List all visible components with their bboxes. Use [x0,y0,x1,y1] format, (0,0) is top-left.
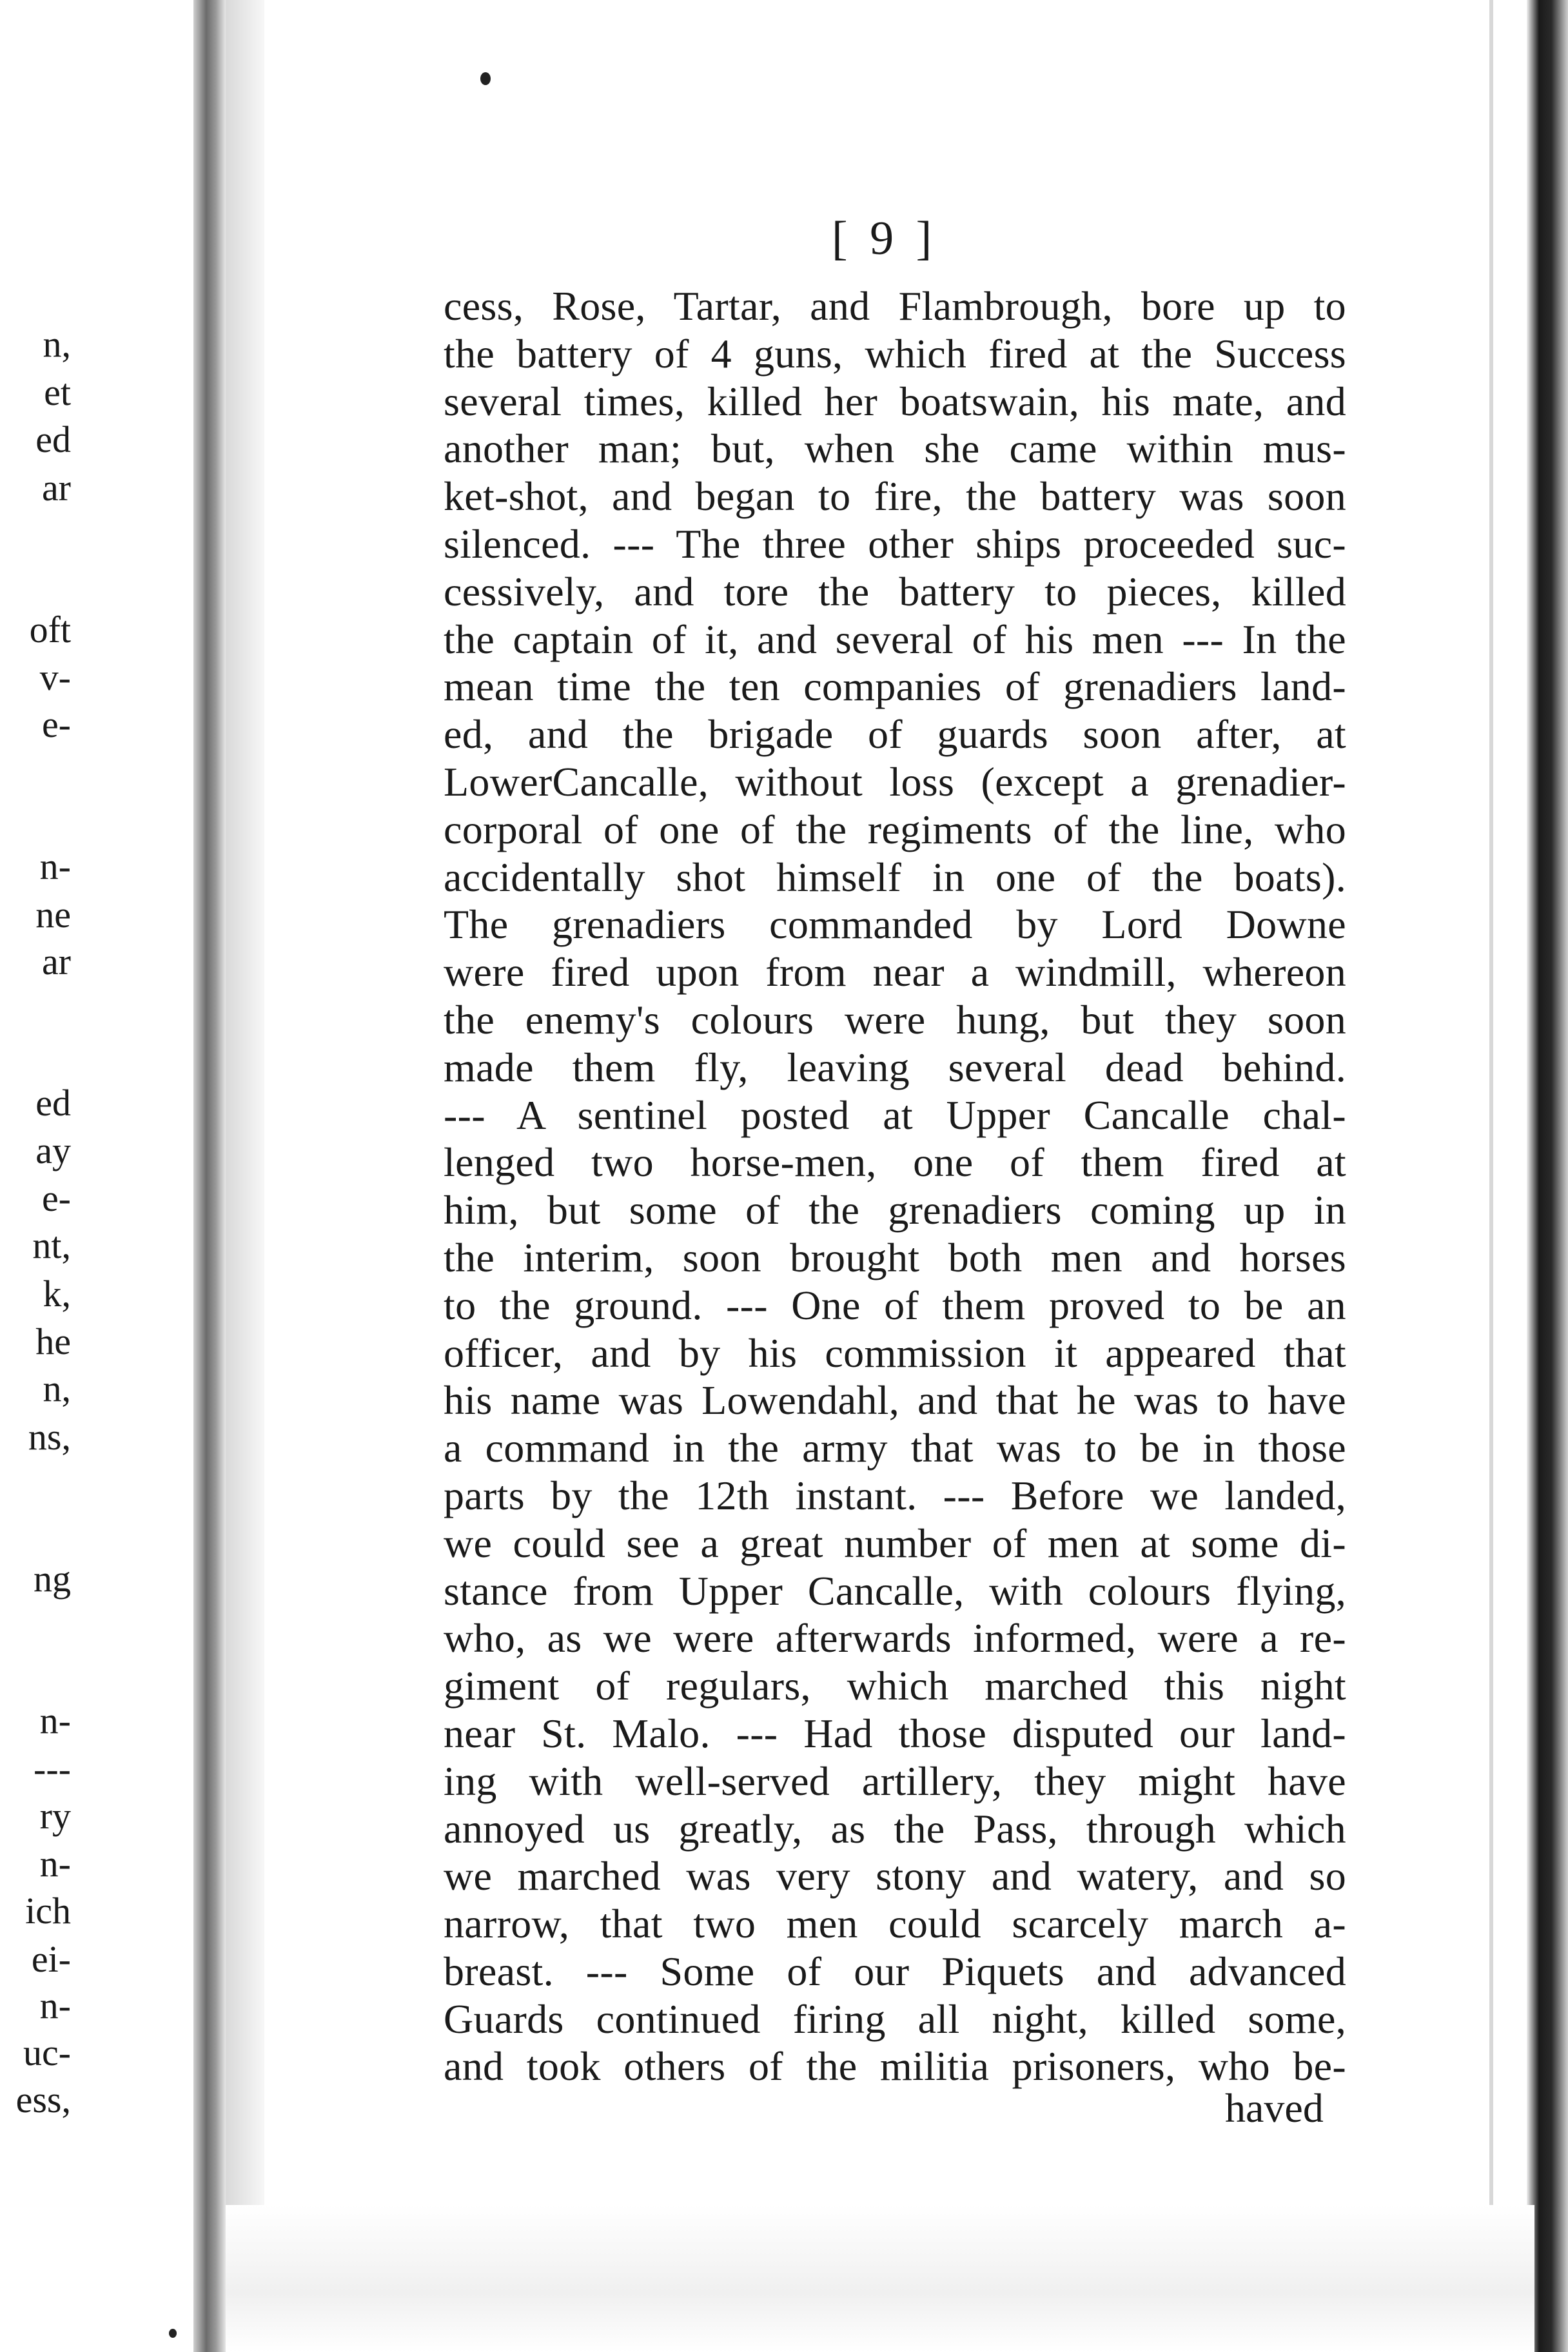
text-line: several times, killed her boatswain, his mate, and [444,378,1346,424]
text-line: Guards continued firing all night, killed some, [444,1995,1346,2042]
prev-page-line: k, [43,1273,71,1315]
text-line: narrow, that two men could scarcely march a- [444,1901,1346,1947]
prev-page-line: ess, [15,2079,71,2121]
prev-page-line: n- [39,845,71,887]
prev-page-line: oft [29,609,71,651]
text-line: LowerCancalle, without loss (except a grenadier- [444,758,1346,805]
prev-page-line: n, [43,323,71,365]
prev-page-line: ar [41,467,71,509]
page-crease [1489,0,1493,2205]
text-line: and took others of the militia prisoners, who be- [444,2043,1346,2090]
text-line: The grenadiers commanded by Lord Downe [444,901,1346,948]
prev-page-line: n, [43,1367,71,1409]
prev-page-line: et [44,371,71,413]
text-line: --- A sentinel posted at Upper Cancalle chal- [444,1092,1346,1138]
text-line: ing with well-served artillery, they might have [444,1758,1346,1804]
text-line: ket-shot, and began to fire, the battery was soon [444,473,1346,520]
prev-page-line: ns, [28,1416,71,1458]
prev-page-line: uc- [23,2032,71,2073]
text-line: cessively, and tore the battery to pieces, killed [444,568,1346,614]
text-line: parts by the 12th instant. --- Before we landed, [444,1472,1346,1518]
prev-page-line: v- [39,656,71,698]
page-bottom-margin [226,2205,1534,2352]
text-line: the enemy's colours were hung, but they soon [444,996,1346,1043]
prev-page-line: ar [41,941,71,983]
prev-page-line: ne [35,894,71,936]
text-line: lenged two horse-men, one of them fired at [444,1139,1346,1186]
text-line: the captain of it, and several of his men --- In the [444,616,1346,662]
ink-speck [480,72,491,85]
text-line: accidentally shot himself in one of the boats). [444,854,1346,900]
prev-page-line: ich [25,1890,71,1932]
text-line: the interim, soon brought both men and horses [444,1234,1346,1280]
prev-page-line: ng [34,1558,71,1600]
text-line: made them fly, leaving several dead behind. [444,1044,1346,1090]
prev-page-line: e- [41,703,71,745]
prev-page-line: nt, [32,1224,71,1266]
body-text [444,282,1346,2090]
text-line: his name was Lowendahl, and that he was to have [444,1377,1346,1424]
text-line: annoyed us greatly, as the Pass, through which [444,1805,1346,1852]
text-line: another man; but, when she came within mus- [444,426,1346,472]
prev-page-line: ei- [31,1938,71,1980]
text-line: the battery of 4 guns, which fired at the Success [444,330,1346,377]
text-line: stance from Upper Cancalle, with colours flying, [444,1567,1346,1614]
text-line: silenced. --- The three other ships proceeded suc- [444,520,1346,567]
text-line: near St. Malo. --- Had those disputed our land- [444,1710,1346,1756]
text-line: giment of regulars, which marched this night [444,1663,1346,1709]
text-line: cess, Rose, Tartar, and Flambrough, bore up to [444,283,1346,329]
prev-page-line: he [35,1320,71,1362]
text-line: a command in the army that was to be in those [444,1425,1346,1471]
page-edge-shadow [1527,0,1568,2352]
text-line: corporal of one of the regiments of the line, who [444,806,1346,852]
text-line: breast. --- Some of our Piquets and advanced [444,1948,1346,1994]
ink-speck [169,2329,177,2338]
text-line: were fired upon from near a windmill, whereon [444,949,1346,995]
text-line: we could see a great number of men at some di- [444,1520,1346,1566]
prev-page-line: ry [39,1795,71,1837]
text-line: him, but some of the grenadiers coming up in [444,1187,1346,1233]
catchword: haved [1225,2085,1324,2131]
prev-page-line: ed [35,418,71,460]
prev-page-line: n- [39,1984,71,2026]
previous-page-fragment [0,0,193,2352]
text-line: mean time the ten companies of grenadiers land- [444,663,1346,710]
prev-page-line: ed [35,1082,71,1124]
prev-page-line: --- [34,1748,71,1790]
text-line: who, as we were afterwards informed, were a re- [444,1615,1346,1661]
binding-gutter-highlight [226,0,264,2352]
prev-page-line: n- [39,1843,71,1885]
prev-page-line: ay [35,1130,71,1171]
text-line: we marched was very stony and watery, and so [444,1853,1346,1899]
text-line: ed, and the brigade of guards soon after, at [444,711,1346,758]
binding-gutter-shadow [193,0,226,2352]
text-line: to the ground. --- One of them proved to be an [444,1282,1346,1328]
page-number: [ 9 ] [832,212,937,265]
prev-page-line: e- [41,1177,71,1219]
text-line: officer, and by his commission it appeared that [444,1329,1346,1376]
prev-page-line: n- [39,1700,71,1741]
